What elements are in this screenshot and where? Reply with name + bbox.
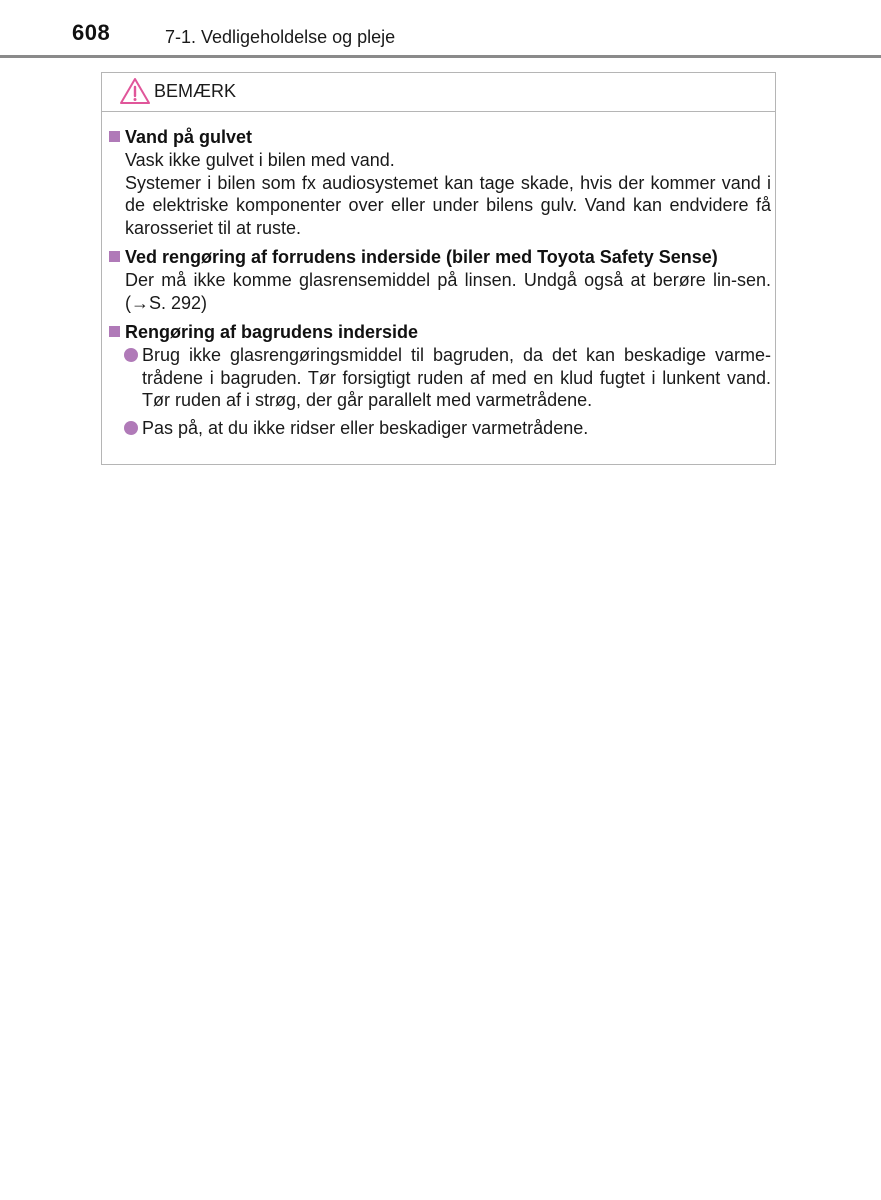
list-item [124,417,771,440]
notice-content [109,125,771,439]
heading-text: Vand på gulvet [125,127,253,147]
section-heading-windshield [109,245,771,269]
section-heading-floor [109,125,771,149]
list-item-text: Pas på, at du ikke ridser eller beskadiger varmetrådene. [142,417,589,438]
square-bullet-icon [109,251,120,262]
section-heading-rear-window [109,320,771,344]
notice-box [101,72,776,465]
list-item [124,344,771,412]
heading-text: Rengøring af bagrudens inderside [125,322,419,342]
square-bullet-icon [109,326,120,337]
notice-header [102,73,775,112]
header-divider [0,55,881,58]
square-bullet-icon [109,131,120,142]
list-item-text: Brug ikke glasrengøringsmiddel til bagruden, da det kan beskadige varme-trådene i bagruden. Tør forsigtigt ruden af med en klud fugtet i lunkent vand. Tør ruden af i strøg, der går parallelt med varmetrådene. [142,345,771,410]
notice-label: BEMÆRK [154,81,237,101]
paragraph: Systemer i bilen som fx audiosystemet kan tage skade, hvis der kommer vand i de elektriske komponenter over eller under bilens gulv. Vand kan endvidere få karosseriet til at ruste. [125,172,771,238]
paragraph: Der må ikke komme glasrensemiddel på linsen. Undgå også at berøre lin-sen. (→S. 292) [125,270,771,313]
circle-bullet-icon [124,421,138,435]
circle-bullet-icon [124,348,138,362]
section-title: 7-1. Vedligeholdelse og pleje [165,27,396,47]
page-number: 608 [72,20,111,45]
paragraph: Vask ikke gulvet i bilen med vand. [125,150,395,170]
warning-triangle-icon [119,77,151,105]
heading-text: Ved rengøring af forrudens inderside (biler med Toyota Safety Sense) [125,247,718,267]
